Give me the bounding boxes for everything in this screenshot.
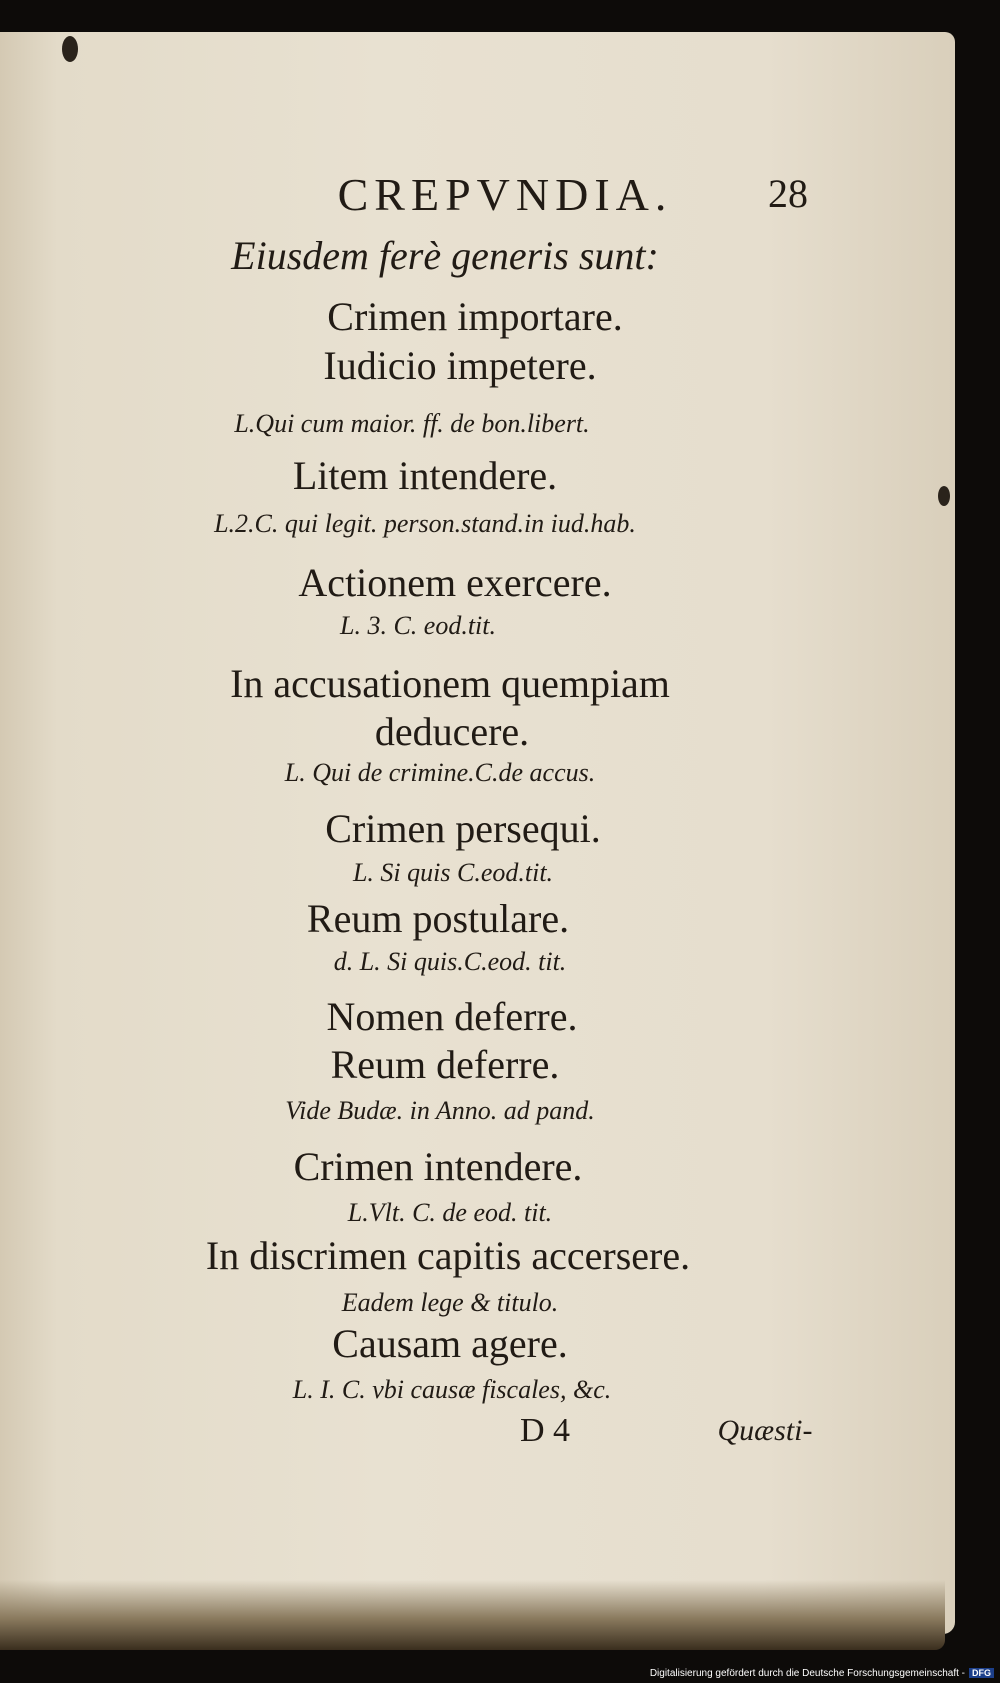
ink-blot-top — [62, 36, 78, 62]
reference-line: L. Si quis C.eod.tit. — [352, 858, 554, 887]
reference-line: L.Vlt. C. de eod. tit. — [347, 1198, 553, 1227]
digitization-credit — [650, 1668, 994, 1679]
reference-line: Eadem lege & titulo. — [341, 1288, 559, 1317]
lemma-line: Nomen deferre. — [326, 994, 578, 1039]
lemma-line: deducere. — [374, 709, 530, 754]
lemma-line: Causam agere. — [332, 1321, 568, 1366]
lemma-line: Crimen intendere. — [293, 1144, 583, 1189]
reference-line: L. 3. C. eod.tit. — [339, 611, 497, 640]
lemma-line: Crimen importare. — [327, 294, 623, 339]
lemma-line: In accusationem quempiam — [230, 661, 670, 706]
lemma-line: Reum deferre. — [330, 1042, 560, 1087]
running-header: CREPVNDIA. — [337, 169, 673, 220]
lemma-line: Litem intendere. — [292, 453, 558, 498]
reference-line: d. L. Si quis.C.eod. tit. — [333, 947, 567, 976]
lemma-line: Iudicio impetere. — [323, 343, 597, 388]
catchword: Quæsti- — [717, 1414, 813, 1447]
ink-blot-right — [938, 486, 950, 506]
credit-text: Digitalisierung gefördert durch die Deutsche Forschungsgemeinschaft - — [649, 1668, 965, 1679]
page-number: 28 — [768, 171, 808, 216]
signature-mark: D 4 — [519, 1412, 571, 1449]
lemma-line: Crimen persequi. — [325, 806, 601, 851]
lemma-line: In discrimen capitis accersere. — [205, 1233, 691, 1278]
dfg-logo-icon: DFG — [969, 1668, 994, 1678]
reference-line: L.Qui cum maior. ff. de bon.libert. — [234, 409, 590, 438]
page-edge-shadow — [0, 1580, 945, 1650]
reference-line: Vide Budæ. in Anno. ad pand. — [285, 1096, 595, 1125]
lemma-line: Actionem exercere. — [298, 560, 612, 605]
intro-line: Eiusdem ferè generis sunt: — [231, 233, 659, 278]
reference-line: L. Qui de crimine.C.de accus. — [284, 758, 596, 787]
reference-line: L.2.C. qui legit. person.stand.in iud.hab. — [214, 509, 636, 538]
lemma-line: Reum postulare. — [306, 896, 570, 941]
reference-line: L. I. C. vbi causæ fiscales, &c. — [292, 1375, 612, 1404]
